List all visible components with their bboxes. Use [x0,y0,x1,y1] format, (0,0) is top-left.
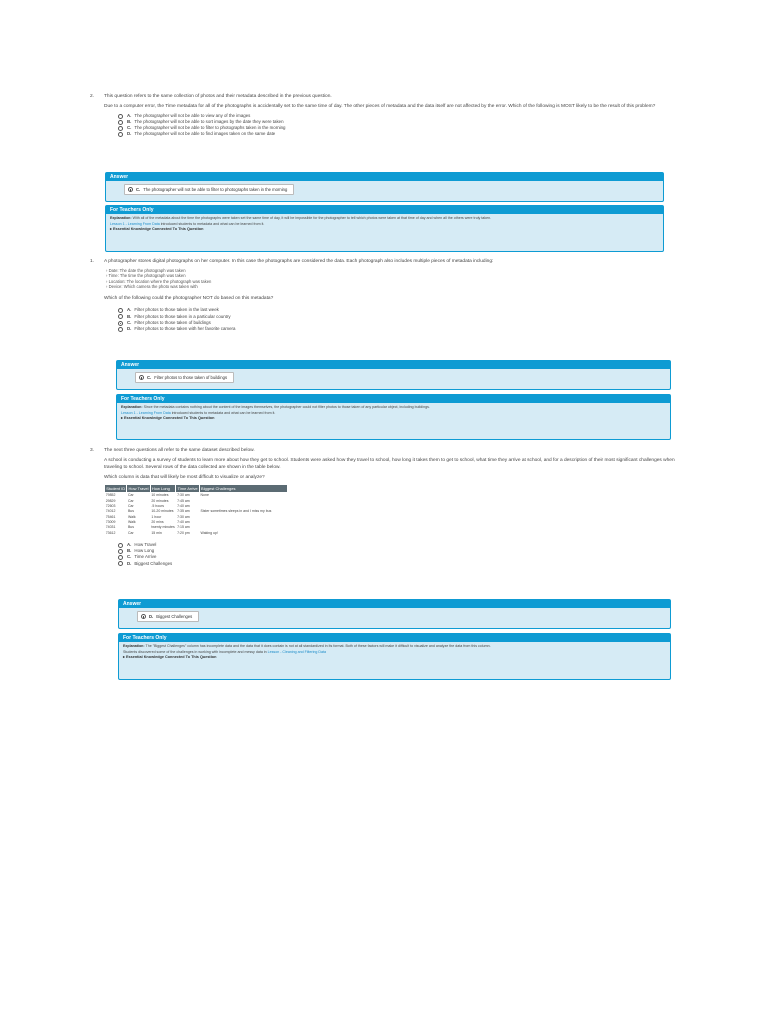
table-row: 74031 Bus twenty minutes 7:15 am [105,525,190,530]
table-row: 75461 Walk 1 hour 7:30 am [105,514,190,519]
essential-knowledge-toggle[interactable]: ▸ Essential Knowledge Connected To This Question [110,227,204,232]
answer-options [118,113,678,138]
metadata-item: › Device: Which camera the photo was taken with [106,284,198,290]
lesson-note: Lesson 1 - Learning From Data introduced students to metadata and what can be learned from it. [121,410,276,415]
teachers-header: For Teachers Only [119,634,670,642]
column-header: Time Arrive [176,485,199,493]
question-number: 2. [90,94,95,99]
question-stem: The next three questions all refer to the same dataset described below. [104,448,255,453]
option-text: The photographer will not be able to find images taken on the same date [134,131,276,137]
radio-button[interactable] [118,555,123,560]
radio-button[interactable] [118,543,123,548]
answer-header: Answer [106,173,663,181]
radio-selected-icon [139,375,144,380]
answer-letter: C. [136,186,141,192]
radio-button[interactable] [118,549,123,554]
table-row: 73009 Walk 20 mins 7:40 am [105,520,190,525]
question-stem: A photographer stores digital photographs on her computer. In this case the photographs are considered the data. Each photograph also includes multiple pieces of metadata including: [104,259,494,264]
question-prompt: Which of the following could the photographer NOT do based on this metadata? [104,295,274,301]
option-letter: D. [127,325,132,331]
essential-knowledge-toggle[interactable]: ▸ Essential Knowledge Connected To This Question [123,655,217,660]
radio-button[interactable] [118,314,123,319]
table-row: 73612 Car 15 min 7:20 pm Waking up! [105,530,218,535]
radio-button-selected[interactable] [118,321,123,326]
option-letter: B. [127,313,132,319]
table-row: 74012 Bus 10-20 minutes 7:35 am Sister sometimes sleeps in and I miss my bus [105,509,272,514]
option-d[interactable] [118,561,678,567]
lesson-note: Lesson 1 - Learning From Data introduced students to metadata and what can be learned from it. [110,221,265,226]
option-letter: A. [127,112,132,118]
answer-header: Answer [119,600,670,608]
radio-button[interactable] [118,126,123,131]
radio-button[interactable] [118,308,123,313]
teachers-box [118,633,671,680]
teachers-box [105,205,664,252]
option-text: The photographer will not be able to view any of the images [134,112,251,118]
column-header: How Long [150,485,176,493]
option-text: Time Arrive [134,554,157,560]
answer-box [116,360,671,390]
option-text: Filter photos to those taken in a particular country [134,313,231,319]
option-text: The photographer will not be able to sort images by the date they were taken [134,118,284,124]
option-text: Filter photos to those taken in the last week [134,307,219,313]
selected-answer [135,372,234,383]
answer-text: The photographer will not be able to filter to photographs taken in the morning [143,186,288,192]
question-prompt: Which column is data that will likely be most difficult to visualize or analyze? [104,475,265,480]
option-text: How Long [134,548,155,554]
option-letter: B. [127,118,132,124]
answer-letter: D. [149,613,154,619]
lesson-note: Students discovered some of the challenges in working with incomplete and messy data in Lesson - Cleaning and Filtering Data [123,649,326,654]
radio-button[interactable] [118,114,123,119]
option-d[interactable] [118,132,678,138]
metadata-item: › Time: The time the photograph was taken [106,273,186,279]
option-text: Filter photos to those taken of buildings [134,319,211,325]
teachers-box [116,394,671,440]
option-letter: C. [127,554,132,560]
option-letter: A. [127,541,132,547]
question-stem-detail: Due to a computer error, the Time metadata for all of the photographs is accidentally set to the same time of day. The other pieces of metadata and the data itself are not affected by the error. Which of the following is MOST likely to be the result of this problem? [104,104,656,109]
explanation: Explanation: The "Biggest Challenges" column has incomplete data and the data that it does contain is not at all standardized in its format. Both of these factors will make it difficult to visualize and analyze the data from this column. [123,644,491,648]
explanation: Explanation: Since the metadata contains nothing about the content of the images themselves, the photographer could not filter photos to those taken of any particular object, including buildings. [121,405,430,409]
question-number: 3. [90,448,95,453]
essential-knowledge-toggle[interactable]: ▸ Essential Knowledge Connected To This Question [121,416,215,421]
answer-box [105,172,664,202]
question-stem: This question refers to the same collection of photos and their metadata described in the previous question. [104,94,332,99]
option-letter: B. [127,548,132,554]
option-letter: D. [127,131,132,137]
metadata-item: › Date: The date the photograph was taken [106,268,186,273]
lesson-link[interactable]: Lesson 1 - Learning From Data [121,410,171,415]
lesson-link[interactable]: Lesson - Cleaning and Filtering Data [267,649,326,654]
option-text: Filter photos to those taken with her favorite camera [134,325,236,331]
radio-selected-icon [141,614,146,619]
question-number: 1. [90,259,95,264]
selected-answer [137,611,199,622]
answer-text: Filter photos to those taken of buildings [154,374,228,380]
option-text: How Travel [134,541,157,547]
teachers-header: For Teachers Only [117,395,670,403]
selected-answer [124,184,294,195]
lesson-link[interactable]: Lesson 1 - Learning From Data [110,221,160,226]
answer-header: Answer [117,361,670,369]
table-header-row [105,485,288,493]
radio-button[interactable] [118,327,123,332]
explanation: Explanation: With all of the metadata about the time the photographs were taken set the same time of day, it will be impossible for the photographer to tell which photos were taken at that time of day and when all the others were truly taken. [110,216,492,220]
question-stem-detail: A school is conducting a survey of students to learn more about how they get to school. Students were asked how they travel to school, how long it takes them to get to school, what time they arrive at school, and for a description of their most significant challenges when traveling to school. Several rows of the data collected are shown in the table below. [104,458,675,470]
table-row: 72603 Car .5 hours 7:40 am [105,503,190,508]
table-row: 29829 Car 20 minutes 7:45 am [105,498,190,503]
radio-button[interactable] [118,120,123,125]
metadata-item: › Location: The location where the photograph was taken [106,278,212,284]
teachers-header: For Teachers Only [106,206,663,214]
option-letter: A. [127,307,132,313]
radio-selected-icon [128,187,133,192]
answer-letter: C. [147,374,152,380]
option-text: The photographer will not be able to filter to photographs taken in the morning [134,125,286,131]
answer-options [118,542,678,567]
radio-button[interactable] [118,132,123,137]
option-letter: C. [127,319,132,325]
data-table [104,484,288,536]
column-header: Biggest Challenges [199,485,287,493]
column-header: How Travel [127,485,150,493]
table-row: 79852 Car 10 minutes 7:30 am None [105,493,209,498]
option-letter: C. [127,125,132,131]
column-header: Student ID [105,485,127,493]
answer-options [118,308,678,333]
answer-text: Biggest Challenges [156,613,193,619]
metadata-list [104,268,678,290]
radio-button[interactable] [118,561,123,566]
answer-box [118,599,671,629]
option-d[interactable] [118,326,678,332]
option-letter: D. [127,560,132,566]
option-text: Biggest Challenges [134,560,173,566]
